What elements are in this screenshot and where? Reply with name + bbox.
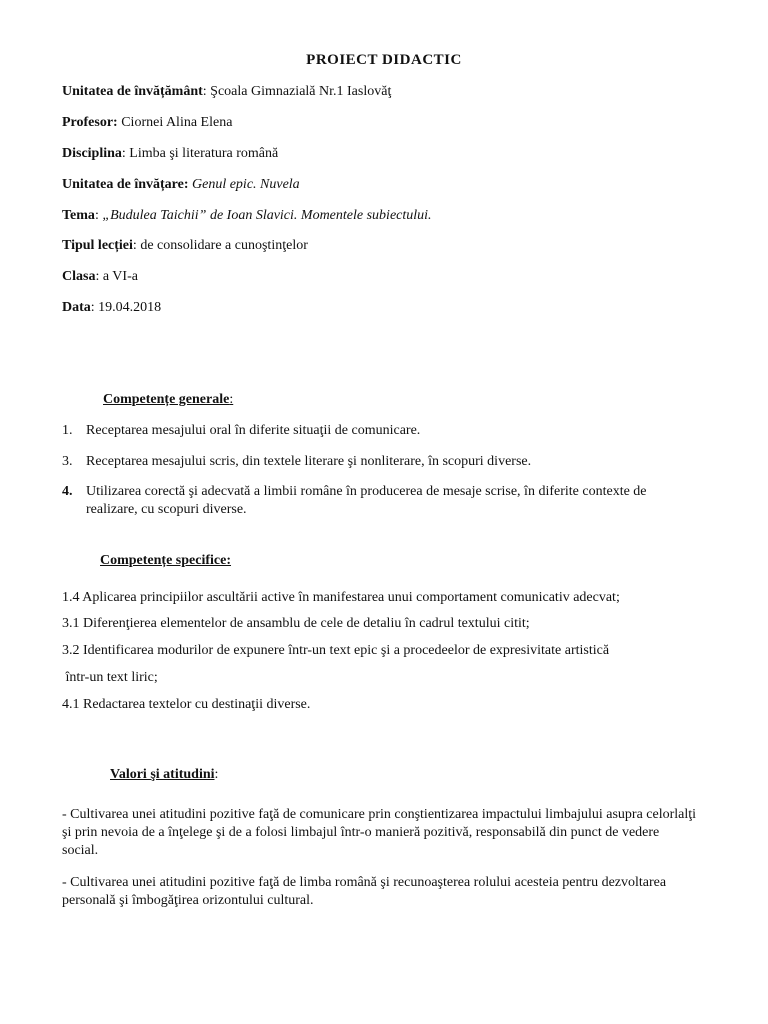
field-value: 19.04.2018 (98, 300, 162, 315)
specific-competence-line: 4.1 Redactarea textelor cu destinaţii diverse. (62, 697, 311, 712)
field-clasa (62, 269, 138, 285)
list-item-continuation: realizare, cu scopuri diverse. (86, 502, 247, 517)
field-label: Tipul lecției (62, 238, 133, 253)
field-tipul-lectiei (62, 238, 308, 254)
field-sep: : (95, 269, 103, 284)
list-item-number: 1. (62, 423, 73, 438)
list-item (62, 454, 531, 470)
section-heading-colon: : (214, 767, 219, 782)
field-value: Şcoala Gimnazială Nr.1 Iaslovăţ (210, 84, 392, 99)
field-value: Ciornei Alina Elena (121, 115, 233, 130)
list-item (62, 484, 647, 500)
field-tema (62, 208, 432, 224)
field-sep: : (90, 300, 99, 315)
section-heading-text: Competențe generale (103, 392, 230, 407)
field-value: a VI-a (102, 269, 138, 284)
field-value: Limba şi literatura română (129, 146, 279, 161)
field-value: de consolidare a cunoştinţelor (140, 238, 308, 253)
document-title: PROIECT DIDACTIC (306, 52, 462, 68)
specific-competence-line: într-un text liric; (62, 670, 158, 685)
field-profesor (62, 115, 232, 131)
field-sep: : (94, 208, 103, 223)
field-value: Genul epic. Nuvela (192, 177, 300, 192)
field-label: Unitatea de învățare: (62, 177, 189, 192)
list-item-number: 4. (62, 484, 73, 499)
list-item-text: Receptarea mesajului scris, din textele literare şi nonliterare, în scopuri diverse. (86, 454, 532, 469)
list-item (62, 423, 420, 439)
section-heading-text: Valori şi atitudini (110, 767, 215, 782)
field-unitatea-invatamant (62, 84, 391, 100)
list-item-number: 3. (62, 454, 73, 469)
competente-generale-heading (103, 392, 233, 408)
field-sep: : (202, 84, 211, 99)
field-label: Unitatea de învățământ (62, 84, 203, 99)
list-item-text: Utilizarea corectă şi adecvată a limbii române în producerea de mesaje scrise, în diferite contexte de (86, 484, 647, 499)
field-disciplina (62, 146, 278, 162)
field-label: Clasa (62, 269, 96, 284)
field-label: Disciplina (62, 146, 122, 161)
specific-competence-line: 3.2 Identificarea modurilor de expunere într-un text epic şi a procedeelor de expresivitate artistică (62, 643, 610, 658)
valori-heading (110, 767, 218, 783)
field-data (62, 300, 161, 316)
specific-competence-line: 3.1 Diferenţierea elementelor de ansamblu de cele de detaliu în cadrul textului citit; (62, 616, 530, 631)
valori-paragraph: - Cultivarea unei atitudini pozitive faţă de limba română şi recunoaşterea rolului acesteia pentru dezvoltarea personală şi îmbogăţirea orizontului cultural. (62, 875, 667, 908)
competente-specifice-heading: Competențe specifice: (100, 553, 232, 568)
field-sep: : (132, 238, 141, 253)
list-item-text: Receptarea mesajului oral în diferite situaţii de comunicare. (86, 423, 421, 438)
section-heading-colon: : (229, 392, 234, 407)
field-label: Data (62, 300, 91, 315)
field-value: „Budulea Taichii” de Ioan Slavici. Momentele subiectului. (102, 208, 432, 223)
field-label: Tema (62, 208, 95, 223)
field-sep: : (121, 146, 130, 161)
field-unitatea-invatare (62, 177, 300, 193)
valori-paragraph: - Cultivarea unei atitudini pozitive faţă de comunicare prin conştientizarea impactului limbajului asupra celorlalţi şi prin nevoia de a înţelege şi de a folosi limbajul într-o manieră pozitivă, responsabilă din punct de vedere social. (62, 807, 697, 858)
specific-competence-line: 1.4 Aplicarea principiilor ascultării active în manifestarea unui comportament comunicativ adecvat; (62, 590, 620, 605)
field-label: Profesor: (62, 115, 118, 130)
